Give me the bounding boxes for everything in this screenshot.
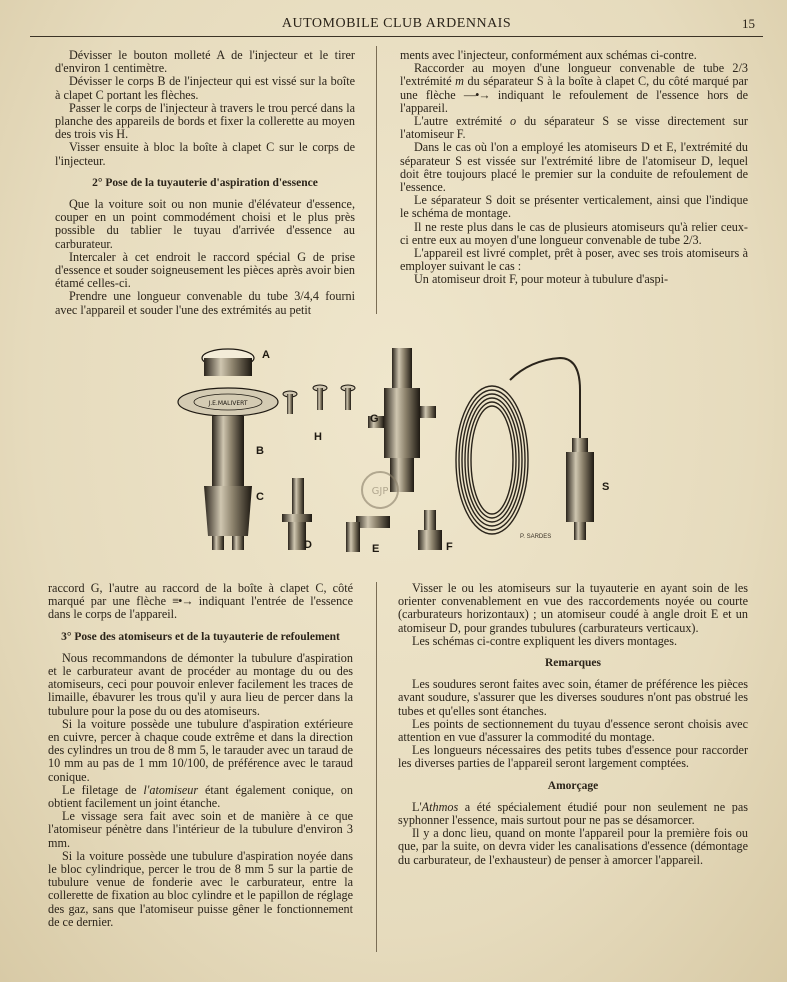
coiled-tube-part <box>456 358 580 534</box>
parts-illustration <box>170 330 610 580</box>
paragraph: Prendre une longueur convenable du tube 3/4,4 fourni avec l'appareil et souder l'une des extrémités au petit <box>55 289 355 317</box>
text-run: indiquant l'entrée de l'essence dans le corps de l'appareil. <box>48 594 353 622</box>
label-S: S <box>602 481 610 493</box>
paragraph: Dévisser le corps B de l'injecteur qui est vissé sur la boîte à clapet C portant les flèches. <box>55 74 355 102</box>
column-bottom-left <box>48 582 353 929</box>
running-title: AUTOMOBILE CLUB ARDENNAIS <box>281 16 512 31</box>
paragraph: Un atomiseur droit F, pour moteur à tubulure d'aspi- <box>414 272 669 287</box>
paragraph: Le séparateur S doit se présenter verticalement, ainsi que l'indique le schéma de montage. <box>400 193 748 221</box>
paragraph: Intercaler à cet endroit le raccord spécial G de prise d'essence et souder soigneusement les pièces après avoir bien étamé celles-ci. <box>55 249 355 291</box>
paragraph <box>398 801 748 827</box>
paragraph: Passer le corps de l'injecteur à travers le trou percé dans la planche des appareils de bords et fixer la collerette au moyen des trois vis H. <box>55 100 355 142</box>
artist-signature: P. SARDES <box>520 534 552 540</box>
paragraph: L'appareil est livré complet, prêt à poser, avec ses trois atomiseurs à employer suivant le cas : <box>400 246 748 274</box>
label-B: B <box>256 445 264 457</box>
italic-run: m <box>455 74 464 89</box>
knob-engraving: J.E.MALIVERT <box>208 400 248 407</box>
paragraph: Visser ensuite à bloc la boîte à clapet C sur le corps de l'injecteur. <box>55 140 355 168</box>
section-heading: Remarques <box>544 657 601 670</box>
paragraph <box>48 784 353 810</box>
paragraph: Si la voiture possède une tubulure d'aspiration noyée dans le bloc cylindrique, percer le trou de 8 mm 5 sur la partie de tubulure venue de fonderie avec le carburateur, entre la collerette de fixation au bloc cylindre et le papillon de réglage des gaz, sans que l'atomiseur puisse gêner le fonctionnement de ce dernier. <box>48 848 353 929</box>
text-run: indiquant le refoulement de l'essence hors de l'appareil. <box>400 87 748 115</box>
flow-arrow-symbol: —•→ <box>463 87 490 102</box>
paragraph <box>400 115 748 141</box>
text-run: L' <box>412 799 422 814</box>
text-run: raccord G, l'autre au raccord de la boîte à clapet C, côté marqué par une flèche <box>48 581 353 609</box>
paragraph: Il ne reste plus dans le cas de plusieurs atomiseurs qu'à relier ceux-ci entre eux au moyen d'une longueur convenable de tube 2/3. <box>400 219 748 247</box>
section-heading: 2° Pose de la tuyauterie d'aspiration d'essence <box>92 176 318 189</box>
screws-part <box>283 385 355 414</box>
text-run: Raccorder au moyen d'une longueur convenable de tube 2/3 l'extrémité <box>400 61 748 89</box>
column-bottom-right <box>398 582 748 867</box>
atomiser-E-part <box>346 516 390 552</box>
text-run: a été spécialement étudié pour non seulement ne pas syphonner l'essence, mais surtout pour ne pas se désamorcer. <box>398 799 748 828</box>
column-divider-bottom <box>376 582 377 952</box>
atomiser-F-part <box>418 510 442 550</box>
text-run: du séparateur S se visse directement sur l'atomiseur F. <box>400 114 748 142</box>
label-H: H <box>314 431 322 443</box>
text-run: du séparateur S à la boîte à clapet C, du côté marqué par une flèche <box>400 74 748 102</box>
paragraph: Les longueurs nécessaires des petits tubes d'essence pour raccorder les diverses parties de l'appareil seront largement comptées. <box>398 743 748 771</box>
paragraph: Visser le ou les atomiseurs sur la tuyauterie en ayant soin de les orienter convenablement en vue des raccordements noyée ou courte (carburateurs horizontaux) ; un atomiseur coudé à angle droit E et un atomiseur D, pour grandes tubulures (carburateurs verticaux). <box>398 581 748 635</box>
flow-arrow-symbol: ≡•→ <box>172 594 193 609</box>
paragraph: Dans le cas où l'on a employé les atomiseurs D et E, l'extrémité du séparateur S est vissée sur l'extrémité libre de l'atomiseur D, lequel doit être toujours placé le premier sur la conduite de refoulement de l'essence. <box>400 140 748 195</box>
stamp-text: GJP <box>371 486 389 497</box>
label-F: F <box>446 541 453 553</box>
paragraph: Les points de sectionnement du tuyau d'essence seront choisis avec attention en vue d'assurer la commodité du montage. <box>398 716 748 745</box>
paragraph: Nous recommandons de démonter la tubulure d'aspiration et le carburateur avant de procéder au montage du ou des atomiseurs, ceci pour pouvoir enlever facilement les traces de limaille, ébavurer les trous qu'il y aura lieu de percer dans la tubulure pour la pose du ou des atomiseurs. <box>48 650 353 718</box>
italic-run: l'atomiseur <box>143 782 199 797</box>
paragraph: Le vissage sera fait avec soin et de manière à ce que l'atomiseur pénètre dans l'intérieur de la tubulure d'environ 3 mm. <box>48 809 353 850</box>
paragraph: Les soudures seront faites avec soin, étamer de préférence les pièces avant soudure, s'assurer que les diverses soudures n'ont pas obstrué les tubes et qu'elles sont étanches. <box>398 677 748 718</box>
column-top-left <box>55 49 355 317</box>
label-G: G <box>370 413 379 425</box>
section-heading: Amorçage <box>547 779 599 792</box>
label-D: D <box>304 539 312 551</box>
paragraph: ments avec l'injecteur, conformément aux schémas ci-contre. <box>400 48 697 62</box>
label-A: A <box>262 349 270 361</box>
paragraph: Que la voiture soit ou non munie d'élévateur d'essence, couper en un point commodément choisi et le plus près possible du tablier le tuyau d'arrivée d'essence au carburateur. <box>55 197 355 251</box>
page-header <box>30 16 763 38</box>
text-run: Le filetage de <box>62 782 144 797</box>
paragraph <box>48 582 353 622</box>
italic-run: Athmos <box>421 799 459 814</box>
label-C: C <box>256 491 264 503</box>
paragraph: Les schémas ci-contre expliquent les divers montages. <box>412 633 677 648</box>
parts-drawing <box>170 330 610 580</box>
text-run: L'autre extrémité <box>414 114 510 129</box>
paragraph: Dévisser le bouton molleté A de l'injecteur et le tirer d'environ 1 centimètre. <box>55 48 355 76</box>
label-E: E <box>372 543 380 555</box>
column-divider-top <box>376 46 377 314</box>
column-top-right <box>400 49 748 287</box>
italic-run: o <box>510 114 517 129</box>
text-run: étant également conique, on obtient facilement un joint étanche. <box>48 782 353 811</box>
paragraph <box>400 62 748 115</box>
paragraph: Il y a donc lieu, quand on monte l'appareil pour la première fois ou que, par la suite, on devra vider les canalisations d'essence (démontage du carburateur, de l'exhausteur) de penser à amorcer l'appareil. <box>398 826 748 867</box>
page-number: 15 <box>742 16 755 31</box>
header-rule <box>30 36 763 37</box>
paragraph: Si la voiture possède une tubulure d'aspiration extérieure en cuivre, percer à chaque coude extrême et dans la direction des cylindres un trou de 8 mm 5, le tarauder avec un taraud de 10 mm au pas de 1 mm 10/100, de préférence avec le taraud conique. <box>48 716 353 784</box>
section-heading: 3° Pose des atomiseurs et de la tuyauterie de refoulement <box>61 630 340 643</box>
separator-S-part <box>566 438 594 540</box>
